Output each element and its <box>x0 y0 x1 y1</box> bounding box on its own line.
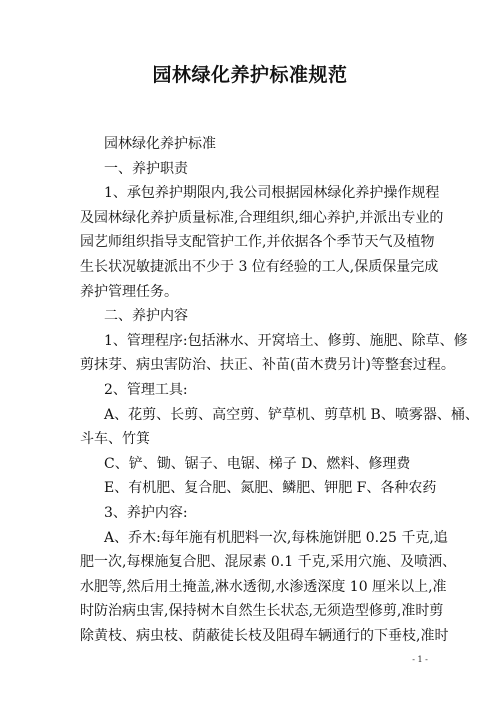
text-line: 斗车、竹箕 <box>80 431 150 448</box>
text-line: 1、管理程序:包括淋水、开窝培土、修剪、施肥、除草、修 <box>104 332 468 349</box>
text-line: 生长状况敏捷派出不少于 3 位有经验的工人,保质保量完成 <box>80 258 439 275</box>
text-line: 2、管理工具: <box>104 381 188 398</box>
text-line: C、铲、锄、锯子、电锯、梯子 D、燃料、修理费 <box>104 455 411 472</box>
text-line: 3、养护内容: <box>104 504 188 521</box>
page-number: - 1 - <box>412 655 428 664</box>
text-line: 及园林绿化养护质量标准,合理组织,细心养护,并派出专业的 <box>80 209 444 226</box>
text-line: 水肥等,然后用土掩盖,淋水透彻,水渗透深度 10 厘米以上,准 <box>80 578 447 595</box>
text-line: 肥一次,每棵施复合肥、混尿素 0.1 千克,采用穴施、及喷洒、 <box>80 554 457 571</box>
text-line: 一、养护职责 <box>104 160 188 177</box>
text-line: A、乔木:每年施有机肥料一次,每株施饼肥 0.25 千克,追 <box>104 529 448 546</box>
document-body <box>80 132 479 648</box>
text-line: 养护管理任务。 <box>80 283 178 300</box>
text-line: 园林绿化养护标准 <box>104 136 216 152</box>
text-line: 园艺师组织指导支配管护工作,并依据各个季节天气及植物 <box>80 234 435 251</box>
text-line: 1、承包养护期限内,我公司根据园林绿化养护操作规程 <box>104 185 440 202</box>
text-line: A、花剪、长剪、高空剪、铲草机、剪草机 B、喷雾器、桶、 <box>104 406 479 423</box>
text-line: E、有机肥、复合肥、氮肥、鳞肥、钾肥 F、各种农药 <box>104 480 437 497</box>
text-line: 二、养护内容 <box>104 308 188 325</box>
text-line: 剪抹芽、病虫害防治、扶正、补苗(苗木费另计)等整套过程。 <box>80 357 455 374</box>
text-line: 除黄枝、病虫枝、荫蔽徒长枝及阻碍车辆通行的下垂枝,准时 <box>80 627 449 644</box>
text-line: 时防治病虫害,保持树木自然生长状态,无须造型修剪,准时剪 <box>80 603 444 620</box>
document-title: 园林绿化养护标准规范 <box>152 64 348 86</box>
